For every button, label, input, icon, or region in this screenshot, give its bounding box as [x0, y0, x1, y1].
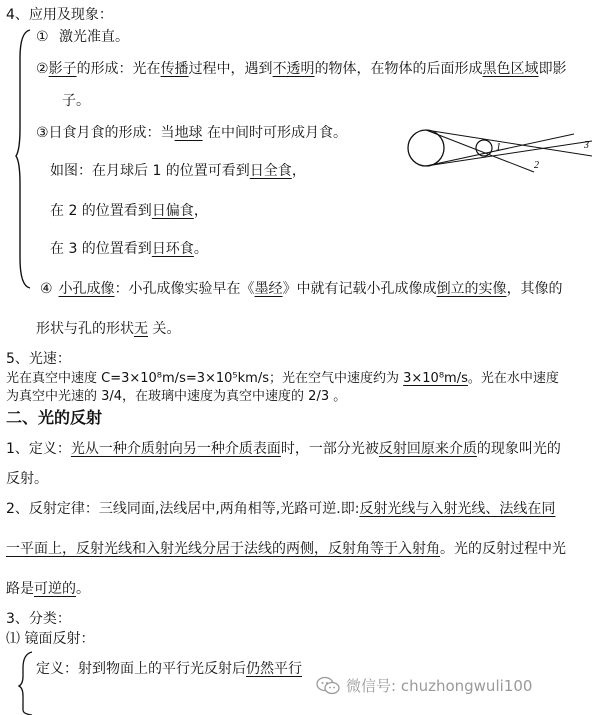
- law-text-4: 。: [76, 581, 90, 597]
- label-position-2: 2: [534, 160, 539, 171]
- item-2-text-3: 的物体，在物体的后面形成: [314, 61, 483, 77]
- blank-earth: 地球: [174, 125, 203, 141]
- item-4-text-5: 关。: [152, 321, 181, 337]
- item-2-line-2: 子。: [62, 93, 90, 109]
- blank-medium-surface: 光从一种介质射向另一种介质表面: [70, 441, 281, 457]
- speed-text-1: 光在真空中速度 C=3×10⁸m/s=3×10⁵km/s；光在空气中速度约为: [6, 371, 404, 386]
- law-line-3: [6, 582, 90, 596]
- definition-line-2: 反射。: [6, 471, 48, 487]
- blank-air-speed: 3×10⁸m/s: [403, 371, 468, 386]
- blank-still-parallel: 仍然平行: [246, 661, 302, 677]
- specular-definition: [36, 662, 302, 676]
- blank-none: 无: [134, 321, 148, 337]
- specular-definition-text: 定义：射到物面上的平行光反射后: [36, 661, 246, 677]
- section-5-heading: 5、光速：: [6, 351, 71, 367]
- item-2-text-4: 即影: [538, 61, 567, 77]
- item-4-text-1: ：小孔成像实验早在《: [114, 281, 255, 297]
- item-4-line-2: [36, 322, 180, 336]
- definition-text-1: 时，一部分光被: [280, 441, 379, 457]
- classification-heading: 3、分类：: [6, 611, 71, 627]
- item-4-number: ④: [40, 281, 53, 297]
- law-text-3: 路是: [6, 581, 34, 597]
- figure-intro-text: 如图：在月球后 1 的位置可看到: [50, 163, 250, 179]
- blank-law-1: 反射光线与入射光线、法线在同: [359, 501, 556, 517]
- blank-shadow: 影子: [48, 61, 77, 77]
- blank-annular-eclipse: 日环食: [151, 241, 194, 257]
- specular-reflection-heading: ⑴ 镜面反射：: [6, 631, 95, 647]
- section-4-brace: [14, 28, 34, 290]
- law-line-1: [6, 502, 555, 516]
- speed-line-1: [6, 372, 559, 385]
- item-1-number: ①: [36, 29, 49, 45]
- blank-black-region: 黑色区域: [482, 61, 539, 77]
- law-text-2: 。光的反射过程中光: [440, 541, 566, 557]
- item-2-number: ②: [36, 61, 49, 77]
- blank-pinhole: 小孔成像: [58, 281, 115, 297]
- blank-inverted-real-image: 倒立的实像: [436, 281, 507, 297]
- figure-intro-end: ，: [291, 163, 306, 179]
- item-3-text-2: 在中间时可形成月食。: [207, 125, 348, 141]
- position-3: [50, 242, 208, 256]
- item-2-line-1: [36, 62, 567, 76]
- position-3-text: 在 3 的位置看到: [50, 241, 152, 257]
- eclipse-diagram: [404, 118, 596, 190]
- item-4-text-3: ，其像的: [506, 281, 563, 297]
- blank-mojing: 墨经: [254, 281, 283, 297]
- position-3-end: 。: [193, 241, 208, 257]
- blank-total-eclipse: 日全食: [249, 163, 292, 179]
- item-2-text-2: 过程中，遇到: [188, 61, 273, 77]
- section-reflection-heading: 二、光的反射: [6, 408, 103, 427]
- blank-law-2: 一平面上，反射光线和入射光线分居于法线的两侧，反射角等于入射角: [6, 541, 440, 557]
- blank-partial-eclipse: 日偏食: [151, 203, 194, 219]
- blank-reversible: 可逆的: [34, 581, 76, 597]
- definition-text-2: 的现象叫光的: [476, 441, 561, 457]
- definition-line-1: [6, 442, 561, 456]
- label-position-3: 3: [584, 140, 589, 151]
- position-2-end: ，: [193, 203, 208, 219]
- item-4-text-2: 》中就有记载小孔成像成: [282, 281, 437, 297]
- wechat-icon: [316, 676, 340, 696]
- label-position-1: 1: [496, 142, 501, 153]
- classification-brace: [18, 650, 34, 715]
- item-1: [36, 30, 129, 44]
- law-line-2: [6, 542, 566, 556]
- position-2: [50, 204, 208, 218]
- blank-original-medium: 反射回原来介质: [378, 441, 477, 457]
- law-text-1: 2、反射定律：三线同面,法线居中,两角相等,光路可逆.即:: [6, 501, 360, 517]
- watermark-text: 微信号: chuzhongwuli100: [346, 677, 533, 695]
- blank-opaque: 不透明: [272, 61, 315, 77]
- section-4-heading: 4、应用及现象：: [6, 7, 113, 23]
- blank-propagation: 传播: [160, 61, 189, 77]
- item-4-text-4: 形状与孔的形状: [36, 321, 134, 337]
- item-3: [36, 126, 347, 140]
- item-1-text: 激光准直。: [59, 29, 130, 45]
- speed-text-2: 。光在水中速度: [467, 371, 559, 386]
- figure-intro: [50, 164, 306, 178]
- item-4-line-1: [40, 282, 563, 296]
- item-3-text-1: ③日食月食的形成：当: [36, 125, 175, 141]
- position-2-text: 在 2 的位置看到: [50, 203, 152, 219]
- speed-line-2: 为真空中光速的 3/4，在玻璃中速度为真空中速度的 2/3 。: [6, 389, 347, 404]
- item-2-text-1: 的形成：光在: [76, 61, 161, 77]
- definition-label: 1、定义：: [6, 441, 71, 457]
